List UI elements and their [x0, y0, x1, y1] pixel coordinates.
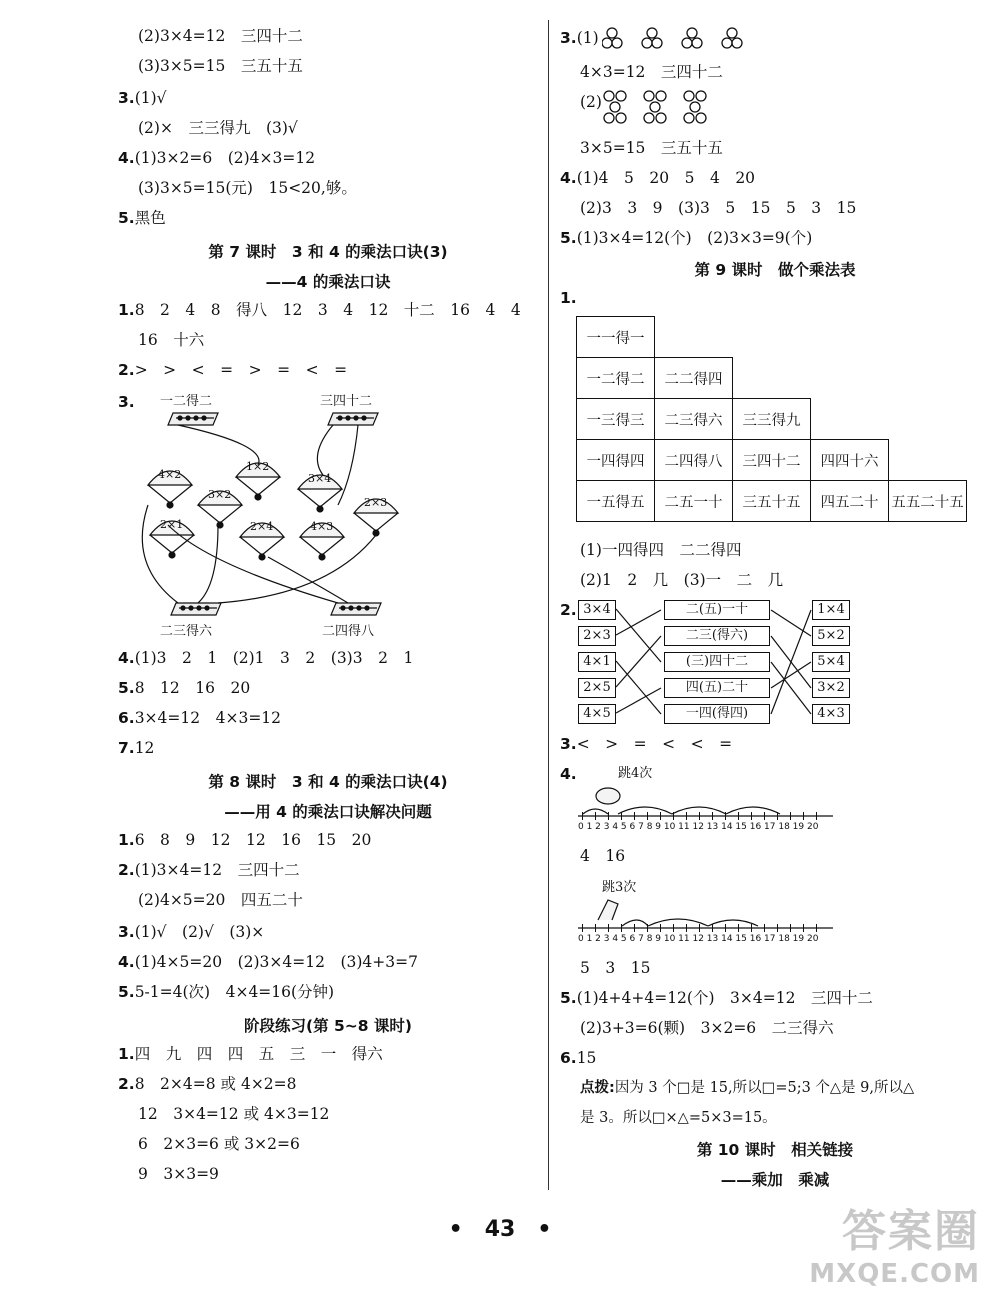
question-number: 5.	[118, 679, 135, 697]
question-number: 5.	[560, 229, 577, 247]
question-number: 4.	[118, 649, 135, 667]
answer-line: (2)3×4=12 三四十二	[138, 27, 303, 45]
answer-line: (2)	[580, 93, 602, 111]
abacus-icon	[168, 413, 218, 425]
question-number: 1.	[560, 289, 577, 307]
match-box-left: 2×5	[578, 678, 616, 698]
table-cell: 一二得二	[577, 358, 655, 399]
circle-groups-icon	[602, 26, 792, 52]
stage-title: 阶段练习(第 5~8 课时)	[243, 1017, 413, 1035]
table-cell: 三五十五	[733, 481, 811, 522]
match-box-left: 4×5	[578, 704, 616, 724]
answer-line: 6 8 9 12 12 16 15 20	[134, 831, 372, 849]
kangaroo-icon	[598, 900, 618, 920]
answer-line: (2)4×5=20 四五二十	[138, 891, 303, 909]
question-number: 2.	[118, 361, 135, 379]
multiplication-table	[576, 316, 967, 522]
number-line-ticks: 0 1 2 3 4 5 6 7 8 9 10 11 12 13 14 15 16 17 18 19 20	[578, 934, 819, 944]
question-number: 3.	[118, 89, 135, 107]
answer-line: 8 2×4=8 或 4×2=8	[134, 1075, 297, 1093]
match-box-right: 5×4	[812, 652, 850, 672]
answer-line: (1)√	[134, 89, 167, 107]
answer-line: 4×3=12 三四十二	[580, 63, 723, 81]
table-cell: 一一得一	[577, 317, 655, 358]
figure-label: 一二得二	[160, 394, 213, 409]
match-box-left: 2×3	[578, 626, 616, 646]
answer-line: > > < = > = < =	[134, 361, 348, 379]
answer-line: (1)√ (2)√ (3)×	[134, 923, 265, 941]
question-number: 4.	[118, 953, 135, 971]
question-number: 4.	[560, 765, 577, 783]
answer-line: 8 2 4 8 得八 12 3 4 12 十二 16 4 4	[134, 301, 521, 319]
jump-label: 跳4次	[618, 766, 653, 781]
figure-label: 三四十二	[320, 394, 373, 409]
match-box-right: 4×3	[812, 704, 850, 724]
umbrella-label: 2×1	[160, 518, 184, 531]
answer-line: (3)3×5=15 三五十五	[138, 57, 303, 75]
watermark	[809, 1195, 980, 1289]
answer-line: (2)3 3 9 (3)3 5 15 5 3 15	[580, 199, 857, 217]
figure-label: 二三得六	[160, 624, 213, 639]
number-line-ticks: 0 1 2 3 4 5 6 7 8 9 10 11 12 13 14 15 16 17 18 19 20	[578, 822, 819, 832]
answer-line: 5 3 15	[580, 959, 651, 977]
question-number: 2.	[118, 1075, 135, 1093]
answer-line: 8 12 16 20	[134, 679, 251, 697]
question-number: 1.	[118, 1045, 135, 1063]
answer-line: 3×4=12 4×3=12	[134, 709, 282, 727]
table-cell: 二三得六	[655, 399, 733, 440]
question-number: 3.	[560, 735, 577, 753]
jump-label: 跳3次	[602, 880, 637, 895]
question-number: 5.	[118, 983, 135, 1001]
match-box-mid: (三)四十二	[664, 652, 770, 672]
answer-line: 12 3×4=12 或 4×3=12	[138, 1105, 330, 1123]
lesson-subtitle: ——乘加 乘减	[720, 1171, 830, 1189]
answer-line: (1)3×2=6 (2)4×3=12	[134, 149, 316, 167]
umbrella-label: 3×2	[208, 488, 232, 501]
abacus-icon	[331, 603, 381, 615]
table-cell: 二四得八	[655, 440, 733, 481]
answer-line: (2)3+3=6(颗) 3×2=6 二三得六	[580, 1019, 834, 1037]
lesson-title: 第 9 课时 做个乘法表	[694, 261, 856, 279]
table-cell: 三三得九	[733, 399, 811, 440]
answer-line: (1)4+4+4=12(个) 3×4=12 三四十二	[576, 989, 873, 1007]
hint-text: 因为 3 个□是 15,所以□=5;3 个△是 9,所以△	[614, 1080, 915, 1096]
answer-line: (1)3×4=12(个) (2)3×3=9(个)	[576, 229, 813, 247]
match-box-right: 3×2	[812, 678, 850, 698]
table-cell: 一四得四	[577, 440, 655, 481]
question-number: 6.	[560, 1049, 577, 1067]
answer-line: 四 九 四 四 五 三 一 得六	[134, 1045, 383, 1063]
question-number: 2.	[560, 601, 577, 619]
table-cell: 五五二十五	[889, 481, 967, 522]
answer-line: 16 十六	[138, 331, 205, 349]
match-box-right: 1×4	[812, 600, 850, 620]
table-cell: 二五一十	[655, 481, 733, 522]
answer-line: 5-1=4(次) 4×4=16(分钟)	[134, 983, 335, 1001]
match-box-mid: 二三(得六)	[664, 626, 770, 646]
answer-line: 黑色	[134, 209, 166, 227]
answer-line: (1)3 2 1 (2)1 3 2 (3)3 2 1	[134, 649, 414, 667]
answer-line: < > = < < =	[576, 735, 733, 753]
question-number: 3.	[118, 393, 135, 411]
answer-line: 9 3×3=9	[138, 1165, 219, 1183]
umbrella-matching-figure	[118, 385, 418, 643]
number-line-kangaroo	[578, 890, 838, 940]
question-number: 2.	[118, 861, 135, 879]
umbrella-label: 2×3	[364, 496, 388, 509]
answer-line: (1)	[576, 29, 599, 47]
answer-line: (2)× 三三得九 (3)√	[138, 119, 298, 137]
umbrella-label: 1×2	[246, 460, 270, 473]
table-cell: 四五二十	[811, 481, 889, 522]
table-cell: 四四十六	[811, 440, 889, 481]
answer-line: 3×5=15 三五十五	[580, 139, 723, 157]
umbrella-label: 3×4	[308, 472, 332, 485]
umbrella-label: 2×4	[250, 520, 274, 533]
question-number: 7.	[118, 739, 135, 757]
question-number: 1.	[118, 301, 135, 319]
umbrella-label: 4×3	[310, 520, 334, 533]
question-number: 3.	[560, 29, 577, 47]
figure-label: 二四得八	[322, 624, 375, 639]
watermark-logo: 答案圈	[842, 1206, 980, 1257]
answer-line: (1)一四得四 二二得四	[580, 541, 742, 559]
hint-label: 点拨:	[580, 1080, 615, 1096]
answer-line: (1)3×4=12 三四十二	[134, 861, 300, 879]
rabbit-icon	[596, 788, 620, 804]
lesson-subtitle: ——4 的乘法口诀	[265, 273, 391, 291]
question-number: 4.	[560, 169, 577, 187]
answer-line: 6 2×3=6 或 3×2=6	[138, 1135, 300, 1153]
table-cell: 三四十二	[733, 440, 811, 481]
table-cell: 一三得三	[577, 399, 655, 440]
lesson-title: 第 8 课时 3 和 4 的乘法口诀(4)	[208, 773, 448, 791]
abacus-icon	[171, 603, 221, 615]
answer-line: (1)4×5=20 (2)3×4=12 (3)4+3=7	[134, 953, 418, 971]
question-number: 5.	[560, 989, 577, 1007]
match-box-mid: 二(五)一十	[664, 600, 770, 620]
answer-line: 12	[134, 739, 155, 757]
column-divider	[548, 20, 549, 1190]
lesson-subtitle: ——用 4 的乘法口诀解决问题	[224, 803, 432, 821]
table-cell: 一五得五	[577, 481, 655, 522]
lesson-title: 第 7 课时 3 和 4 的乘法口诀(3)	[208, 243, 448, 261]
hint-text: 是 3。所以□×△=5×3=15。	[580, 1110, 777, 1126]
table-cell: 二二得四	[655, 358, 733, 399]
question-number: 5.	[118, 209, 135, 227]
umbrella-label: 4×2	[158, 468, 182, 481]
question-number: 4.	[118, 149, 135, 167]
match-box-mid: 四(五)二十	[664, 678, 770, 698]
question-number: 3.	[118, 923, 135, 941]
lesson-title: 第 10 课时 相关链接	[696, 1141, 854, 1159]
question-number: 1.	[118, 831, 135, 849]
circle-groups-icon	[602, 90, 762, 128]
answer-line: (3)3×5=15(元) 15<20,够。	[138, 179, 357, 197]
match-box-right: 5×2	[812, 626, 850, 646]
match-box-mid: 一四(得四)	[664, 704, 770, 724]
question-number: 6.	[118, 709, 135, 727]
abacus-icon	[328, 413, 378, 425]
page-number: • 43 •	[448, 1217, 552, 1242]
answer-line: 4 16	[580, 847, 626, 865]
answer-line: 15	[576, 1049, 597, 1067]
watermark-url: MXQE.COM	[809, 1259, 980, 1289]
answer-line: (1)4 5 20 5 4 20	[576, 169, 756, 187]
answer-line: (2)1 2 几 (3)一 二 几	[580, 571, 784, 589]
number-line-rabbit	[578, 778, 838, 828]
match-box-left: 3×4	[578, 600, 616, 620]
match-box-left: 4×1	[578, 652, 616, 672]
